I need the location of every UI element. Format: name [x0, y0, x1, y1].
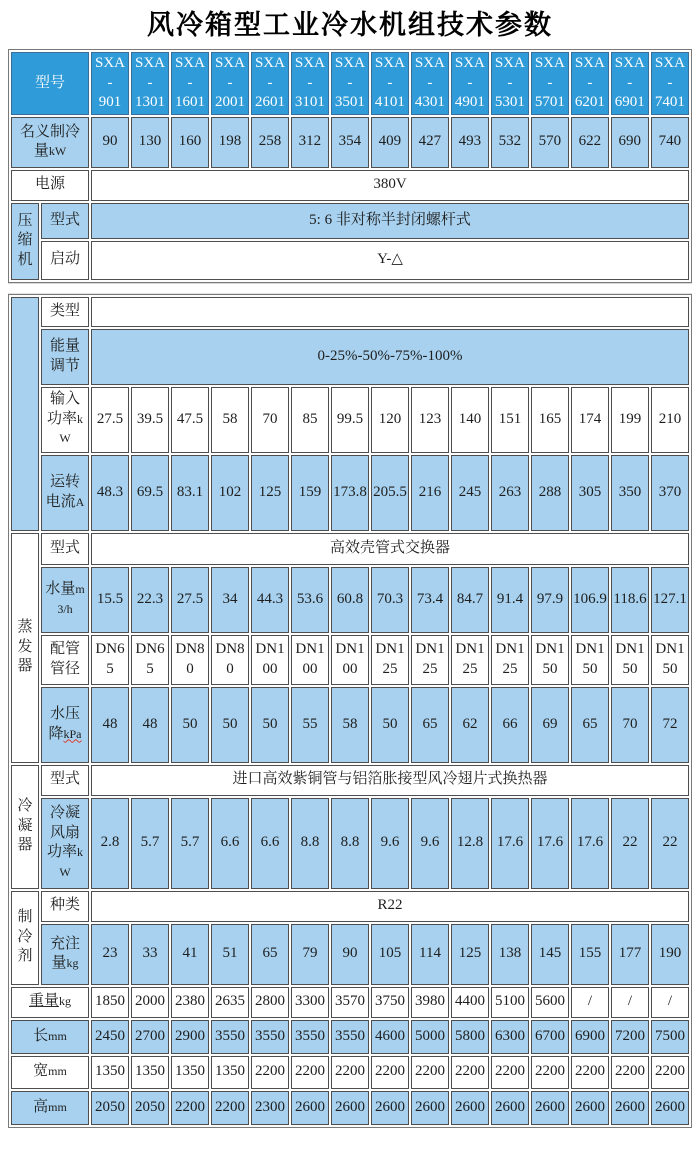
row-compressor-type-label: 型式	[41, 203, 89, 239]
row-running-current-cell: 350	[611, 455, 649, 531]
group-label-refrigerant: 制冷剂	[11, 891, 39, 985]
row-cooling-capacity-cell: 690	[611, 117, 649, 168]
model-cell: SXA- 5701	[531, 52, 569, 115]
row-refrigerant-kind-label: 种类	[41, 891, 89, 922]
row-cooling-capacity-cell: 130	[131, 117, 169, 168]
model-cell: SXA- 3101	[291, 52, 329, 115]
row-length-cell: 2700	[131, 1020, 169, 1054]
row-pipe-diameter-cell: DN65	[91, 635, 129, 685]
row-water-pressure-drop-cell: 50	[371, 687, 409, 763]
row-height-cell: 2600	[531, 1091, 569, 1125]
row-length-cell: 2900	[171, 1020, 209, 1054]
row-weight-cell: 2380	[171, 987, 209, 1018]
row-weight-cell: 3980	[411, 987, 449, 1018]
row-fan-power-cell: 5.7	[171, 798, 209, 889]
row-water-flow-cell: 106.9	[571, 567, 609, 633]
row-fan-power-cell: 9.6	[411, 798, 449, 889]
row-pipe-diameter-cell: DN150	[531, 635, 569, 685]
row-fan-power-cell: 2.8	[91, 798, 129, 889]
row-height-cell: 2600	[411, 1091, 449, 1125]
row-compressor-type-value: 5: 6 非对称半封闭螺杆式	[91, 203, 689, 239]
row-fan-power-cell: 22	[611, 798, 649, 889]
row-weight-cell: /	[571, 987, 609, 1018]
row-fan-power-cell: 17.6	[531, 798, 569, 889]
row-length-cell: 4600	[371, 1020, 409, 1054]
row-cooling-capacity-cell: 570	[531, 117, 569, 168]
row-model-header-label: 型号	[11, 52, 89, 115]
row-running-current-cell: 216	[411, 455, 449, 531]
row-water-flow-cell: 22.3	[131, 567, 169, 633]
row-water-flow-cell: 91.4	[491, 567, 529, 633]
model-cell: SXA- 6901	[611, 52, 649, 115]
row-height-cell: 2600	[611, 1091, 649, 1125]
row-refrigerant-charge-cell: 177	[611, 924, 649, 985]
model-cell: SXA- 1601	[171, 52, 209, 115]
row-water-flow-cell: 27.5	[171, 567, 209, 633]
model-cell: SXA- 7401	[651, 52, 689, 115]
row-weight-cell: 3750	[371, 987, 409, 1018]
row-water-pressure-drop-cell: 70	[611, 687, 649, 763]
group-label-evaporator: 蒸发器	[11, 533, 39, 763]
row-water-pressure-drop-cell: 48	[91, 687, 129, 763]
row-water-pressure-drop-cell: 48	[131, 687, 169, 763]
row-length-cell: 7500	[651, 1020, 689, 1054]
row-input-power-cell: 165	[531, 387, 569, 453]
row-length-cell: 3550	[291, 1020, 329, 1054]
row-water-pressure-drop-cell: 65	[571, 687, 609, 763]
row-weight-cell: 4400	[451, 987, 489, 1018]
row-cooling-capacity-cell: 740	[651, 117, 689, 168]
row-running-current-cell: 125	[251, 455, 289, 531]
row-evaporator-type-label: 型式	[41, 533, 89, 565]
row-running-current-label: 运转电流A	[41, 455, 89, 531]
row-refrigerant-charge-cell: 190	[651, 924, 689, 985]
row-length-label: 长mm	[11, 1020, 89, 1054]
row-pipe-diameter-cell: DN150	[611, 635, 649, 685]
row-water-flow-cell: 44.3	[251, 567, 289, 633]
row-running-current-cell: 173.8	[331, 455, 369, 531]
row-pipe-diameter-cell: DN80	[171, 635, 209, 685]
row-cooling-capacity-cell: 160	[171, 117, 209, 168]
spec-table-top	[8, 49, 692, 283]
row-weight-cell: /	[651, 987, 689, 1018]
row-running-current-cell: 205.5	[371, 455, 409, 531]
row-water-pressure-drop-cell: 62	[451, 687, 489, 763]
row-weight-cell: 2000	[131, 987, 169, 1018]
row-power-supply-label: 电源	[11, 170, 89, 201]
row-length-cell: 6900	[571, 1020, 609, 1054]
row-compressor-start-label: 启动	[41, 241, 89, 280]
row-pipe-diameter-cell: DN125	[371, 635, 409, 685]
row-energy-regulation-value: 0-25%-50%-75%-100%	[91, 329, 689, 385]
row-water-flow-cell: 84.7	[451, 567, 489, 633]
row-fan-power-cell: 9.6	[371, 798, 409, 889]
row-running-current-cell: 263	[491, 455, 529, 531]
row-running-current-cell: 83.1	[171, 455, 209, 531]
row-refrigerant-charge-cell: 155	[571, 924, 609, 985]
row-water-flow-label: 水量m3/h	[41, 567, 89, 633]
row-water-pressure-drop-cell: 69	[531, 687, 569, 763]
table-seam	[8, 283, 692, 294]
row-refrigerant-charge-cell: 105	[371, 924, 409, 985]
row-length-cell: 5000	[411, 1020, 449, 1054]
row-running-current-cell: 69.5	[131, 455, 169, 531]
row-water-pressure-drop-cell: 58	[331, 687, 369, 763]
row-height-cell: 2600	[371, 1091, 409, 1125]
row-width-cell: 2200	[291, 1056, 329, 1089]
row-pipe-diameter-cell: DN100	[251, 635, 289, 685]
row-weight-cell: 5600	[531, 987, 569, 1018]
row-width-cell: 1350	[171, 1056, 209, 1089]
row-water-flow-cell: 127.1	[651, 567, 689, 633]
row-cooling-capacity-cell: 354	[331, 117, 369, 168]
row-compressor-category-value	[91, 297, 689, 327]
model-cell: SXA- 901	[91, 52, 129, 115]
row-fan-power-cell: 8.8	[331, 798, 369, 889]
row-length-cell: 3550	[211, 1020, 249, 1054]
row-pipe-diameter-label: 配管管径	[41, 635, 89, 685]
row-input-power-cell: 123	[411, 387, 449, 453]
row-refrigerant-kind-value: R22	[91, 891, 689, 922]
row-input-power-cell: 27.5	[91, 387, 129, 453]
row-cooling-capacity-cell: 198	[211, 117, 249, 168]
row-input-power-cell: 140	[451, 387, 489, 453]
row-running-current-cell: 288	[531, 455, 569, 531]
row-water-pressure-drop-cell: 50	[211, 687, 249, 763]
model-cell: SXA- 4101	[371, 52, 409, 115]
row-width-label: 宽mm	[11, 1056, 89, 1089]
row-width-cell: 2200	[651, 1056, 689, 1089]
row-refrigerant-charge-cell: 138	[491, 924, 529, 985]
model-cell: SXA- 4301	[411, 52, 449, 115]
row-input-power-cell: 174	[571, 387, 609, 453]
model-cell: SXA- 2001	[211, 52, 249, 115]
row-water-flow-cell: 70.3	[371, 567, 409, 633]
row-running-current-cell: 159	[291, 455, 329, 531]
row-cooling-capacity-cell: 532	[491, 117, 529, 168]
row-width-cell: 1350	[91, 1056, 129, 1089]
row-width-cell: 2200	[371, 1056, 409, 1089]
group-label-blank	[11, 297, 39, 531]
row-water-flow-cell: 97.9	[531, 567, 569, 633]
row-refrigerant-charge-cell: 33	[131, 924, 169, 985]
row-length-cell: 7200	[611, 1020, 649, 1054]
row-input-power-cell: 70	[251, 387, 289, 453]
row-weight-cell: /	[611, 987, 649, 1018]
row-condenser-type-value: 进口高效紫铜管与铝箔胀接型风冷翅片式换热器	[91, 765, 689, 796]
row-input-power-cell: 58	[211, 387, 249, 453]
row-running-current-cell: 370	[651, 455, 689, 531]
row-length-cell: 2450	[91, 1020, 129, 1054]
row-cooling-capacity-cell: 258	[251, 117, 289, 168]
row-evaporator-type-value: 高效壳管式交换器	[91, 533, 689, 565]
row-water-pressure-drop-cell: 50	[251, 687, 289, 763]
row-cooling-capacity-cell: 622	[571, 117, 609, 168]
row-width-cell: 1350	[211, 1056, 249, 1089]
row-width-cell: 2200	[491, 1056, 529, 1089]
row-fan-power-cell: 8.8	[291, 798, 329, 889]
row-height-cell: 2600	[331, 1091, 369, 1125]
row-pipe-diameter-cell: DN100	[331, 635, 369, 685]
row-running-current-cell: 305	[571, 455, 609, 531]
row-fan-power-cell: 6.6	[251, 798, 289, 889]
row-water-flow-cell: 34	[211, 567, 249, 633]
row-width-cell: 2200	[611, 1056, 649, 1089]
row-pipe-diameter-cell: DN150	[571, 635, 609, 685]
row-water-pressure-drop-cell: 72	[651, 687, 689, 763]
row-condenser-type-label: 型式	[41, 765, 89, 796]
row-pipe-diameter-cell: DN100	[291, 635, 329, 685]
row-water-pressure-drop-label: 水压降kPa	[41, 687, 89, 763]
row-length-cell: 3550	[331, 1020, 369, 1054]
row-height-cell: 2300	[251, 1091, 289, 1125]
row-fan-power-cell: 22	[651, 798, 689, 889]
row-weight-label: 重量kg	[11, 987, 89, 1018]
row-refrigerant-charge-cell: 114	[411, 924, 449, 985]
row-width-cell: 2200	[251, 1056, 289, 1089]
row-width-cell: 2200	[571, 1056, 609, 1089]
model-cell: SXA- 5301	[491, 52, 529, 115]
row-water-pressure-drop-cell: 66	[491, 687, 529, 763]
row-height-cell: 2050	[131, 1091, 169, 1125]
row-length-cell: 3550	[251, 1020, 289, 1054]
row-running-current-cell: 245	[451, 455, 489, 531]
row-fan-power-cell: 17.6	[571, 798, 609, 889]
row-height-cell: 2600	[291, 1091, 329, 1125]
row-input-power-cell: 210	[651, 387, 689, 453]
row-width-cell: 2200	[411, 1056, 449, 1089]
row-input-power-cell: 151	[491, 387, 529, 453]
row-height-cell: 2050	[91, 1091, 129, 1125]
row-height-label: 高mm	[11, 1091, 89, 1125]
row-input-power-cell: 47.5	[171, 387, 209, 453]
row-cooling-capacity-cell: 312	[291, 117, 329, 168]
row-water-flow-cell: 53.6	[291, 567, 329, 633]
row-input-power-cell: 199	[611, 387, 649, 453]
row-length-cell: 6700	[531, 1020, 569, 1054]
row-pipe-diameter-cell: DN125	[491, 635, 529, 685]
row-input-power-cell: 120	[371, 387, 409, 453]
row-height-cell: 2200	[171, 1091, 209, 1125]
row-refrigerant-charge-cell: 65	[251, 924, 289, 985]
group-label-compressor: 压缩机	[11, 203, 39, 280]
row-energy-regulation-label: 能量调节	[41, 329, 89, 385]
row-width-cell: 2200	[531, 1056, 569, 1089]
row-cooling-capacity-cell: 493	[451, 117, 489, 168]
row-refrigerant-charge-cell: 51	[211, 924, 249, 985]
row-weight-cell: 1850	[91, 987, 129, 1018]
model-cell: SXA- 2601	[251, 52, 289, 115]
page-title: 风冷箱型工业冷水机组技术参数	[147, 10, 553, 40]
row-fan-power-cell: 6.6	[211, 798, 249, 889]
row-pipe-diameter-cell: DN80	[211, 635, 249, 685]
row-fan-power-label: 冷凝风扇功率kW	[41, 798, 89, 889]
row-fan-power-cell: 5.7	[131, 798, 169, 889]
row-refrigerant-charge-cell: 125	[451, 924, 489, 985]
row-cooling-capacity-cell: 409	[371, 117, 409, 168]
row-water-pressure-drop-cell: 50	[171, 687, 209, 763]
row-running-current-cell: 102	[211, 455, 249, 531]
row-refrigerant-charge-label: 充注量kg	[41, 924, 89, 985]
row-cooling-capacity-label: 名义制冷量kW	[11, 117, 89, 168]
row-height-cell: 2200	[211, 1091, 249, 1125]
row-input-power-cell: 39.5	[131, 387, 169, 453]
row-refrigerant-charge-cell: 41	[171, 924, 209, 985]
row-input-power-cell: 85	[291, 387, 329, 453]
row-height-cell: 2600	[651, 1091, 689, 1125]
row-refrigerant-charge-cell: 79	[291, 924, 329, 985]
row-width-cell: 2200	[451, 1056, 489, 1089]
model-cell: SXA- 6201	[571, 52, 609, 115]
row-water-pressure-drop-cell: 55	[291, 687, 329, 763]
group-label-condenser: 冷凝器	[11, 765, 39, 889]
row-weight-cell: 2635	[211, 987, 249, 1018]
row-water-pressure-drop-cell: 65	[411, 687, 449, 763]
row-height-cell: 2600	[491, 1091, 529, 1125]
row-input-power-cell: 99.5	[331, 387, 369, 453]
row-pipe-diameter-cell: DN125	[451, 635, 489, 685]
row-weight-cell: 5100	[491, 987, 529, 1018]
spec-table-bottom	[8, 294, 692, 1128]
row-water-flow-cell: 60.8	[331, 567, 369, 633]
row-weight-cell: 2800	[251, 987, 289, 1018]
row-refrigerant-charge-cell: 145	[531, 924, 569, 985]
row-water-flow-cell: 73.4	[411, 567, 449, 633]
row-compressor-category-label: 类型	[41, 297, 89, 327]
model-cell: SXA- 3501	[331, 52, 369, 115]
row-water-flow-cell: 118.6	[611, 567, 649, 633]
row-fan-power-cell: 17.6	[491, 798, 529, 889]
row-refrigerant-charge-cell: 90	[331, 924, 369, 985]
row-refrigerant-charge-cell: 23	[91, 924, 129, 985]
row-length-cell: 6300	[491, 1020, 529, 1054]
row-cooling-capacity-cell: 427	[411, 117, 449, 168]
row-weight-cell: 3300	[291, 987, 329, 1018]
row-input-power-label: 输入功率kW	[41, 387, 89, 453]
row-height-cell: 2600	[571, 1091, 609, 1125]
row-cooling-capacity-cell: 90	[91, 117, 129, 168]
row-pipe-diameter-cell: DN150	[651, 635, 689, 685]
row-width-cell: 2200	[331, 1056, 369, 1089]
row-width-cell: 1350	[131, 1056, 169, 1089]
row-running-current-cell: 48.3	[91, 455, 129, 531]
row-weight-cell: 3570	[331, 987, 369, 1018]
row-water-flow-cell: 15.5	[91, 567, 129, 633]
model-cell: SXA- 4901	[451, 52, 489, 115]
row-length-cell: 5800	[451, 1020, 489, 1054]
row-compressor-start-value: Y-△	[91, 241, 689, 280]
row-pipe-diameter-cell: DN125	[411, 635, 449, 685]
model-cell: SXA- 1301	[131, 52, 169, 115]
row-pipe-diameter-cell: DN65	[131, 635, 169, 685]
row-height-cell: 2600	[451, 1091, 489, 1125]
row-power-supply-value: 380V	[91, 170, 689, 201]
row-fan-power-cell: 12.8	[451, 798, 489, 889]
